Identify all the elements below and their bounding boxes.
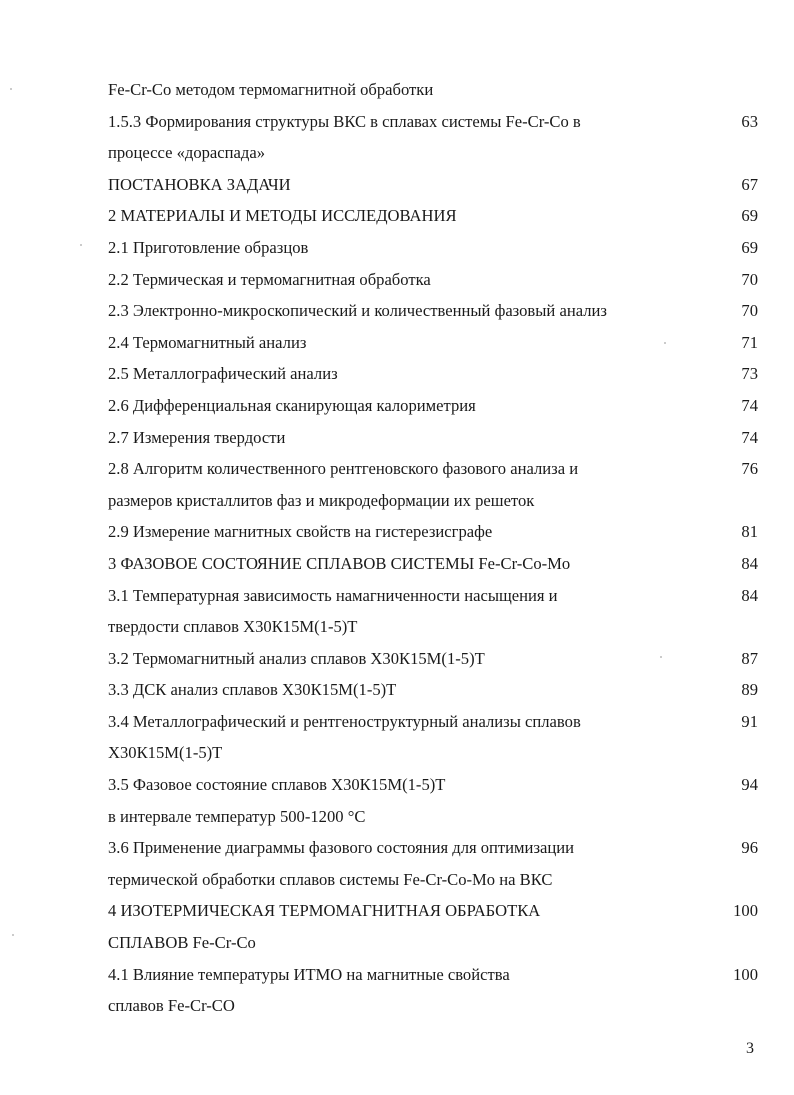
toc-entry-title: 2.6 Дифференциальная сканирующая калориметрия — [108, 395, 476, 415]
toc-entry-title: 2.2 Термическая и термомагнитная обработка — [108, 269, 431, 289]
toc-entry-title: 2.5 Металлографический анализ — [108, 364, 338, 384]
toc-entry[interactable] — [108, 358, 760, 390]
toc-entry-title: размеров кристаллитов фаз и микродеформации их решеток — [108, 490, 535, 510]
toc-entry[interactable] — [108, 548, 760, 580]
toc-entry[interactable] — [108, 485, 760, 517]
toc-entry[interactable] — [108, 674, 760, 706]
toc-entry[interactable] — [108, 390, 760, 422]
toc-entry-page: 81 — [741, 522, 758, 542]
toc-entry[interactable] — [108, 516, 760, 548]
toc-entry[interactable] — [108, 895, 760, 927]
table-of-contents — [108, 74, 760, 1022]
toc-entry-title: 1.5.3 Формирования структуры ВКС в сплавах системы Fe-Cr-Co в — [108, 111, 581, 131]
toc-entry-page: 84 — [741, 553, 758, 573]
toc-entry-page: 100 — [733, 964, 758, 984]
toc-entry-page: 67 — [741, 174, 758, 194]
toc-entry-title: 2 МАТЕРИАЛЫ И МЕТОДЫ ИССЛЕДОВАНИЯ — [108, 206, 457, 226]
toc-entry[interactable] — [108, 864, 760, 896]
toc-entry-page: 73 — [741, 364, 758, 384]
toc-entry[interactable] — [108, 327, 760, 359]
toc-entry-title: 3.6 Применение диаграммы фазового состояния для оптимизации — [108, 838, 575, 858]
toc-entry[interactable] — [108, 801, 760, 833]
toc-entry-title: 3.1 Температурная зависимость намагниченности насыщения и — [108, 585, 558, 605]
toc-entry-title: 2.3 Электронно-микроскопический и количественный фазовый анализ — [108, 301, 607, 321]
toc-entry-title: 3.2 Термомагнитный анализ сплавов Х30К15М(1-5)Т — [108, 648, 485, 668]
toc-entry-title: термической обработки сплавов системы Fe-Cr-Co-Mo на ВКС — [108, 869, 553, 889]
toc-entry[interactable] — [108, 137, 760, 169]
toc-entry[interactable] — [108, 737, 760, 769]
toc-entry[interactable] — [108, 106, 760, 138]
scan-speck — [10, 88, 12, 90]
toc-entry-title: 3.3 ДСК анализ сплавов Х30К15М(1-5)Т — [108, 680, 397, 700]
page-number: 3 — [746, 1040, 754, 1057]
toc-entry[interactable] — [108, 264, 760, 296]
toc-entry[interactable] — [108, 611, 760, 643]
toc-entry-title: сплавов Fe-Cr-CO — [108, 996, 235, 1016]
toc-entry-page: 89 — [741, 680, 758, 700]
toc-entry[interactable] — [108, 453, 760, 485]
toc-entry-page: 84 — [741, 585, 758, 605]
toc-entry-title: процессе «дораспада» — [108, 143, 265, 163]
toc-entry-page: 71 — [741, 332, 758, 352]
toc-entry-page: 87 — [741, 648, 758, 668]
toc-entry-page: 70 — [741, 301, 758, 321]
toc-entry[interactable] — [108, 990, 760, 1022]
toc-entry-page: 94 — [741, 775, 758, 795]
toc-entry-title: 2.8 Алгоритм количественного рентгеновского фазового анализа и — [108, 459, 579, 479]
toc-entry[interactable] — [108, 927, 760, 959]
toc-entry[interactable] — [108, 169, 760, 201]
toc-entry[interactable] — [108, 706, 760, 738]
toc-entry[interactable] — [108, 643, 760, 675]
toc-entry-title: 3 ФАЗОВОЕ СОСТОЯНИЕ СПЛАВОВ СИСТЕМЫ Fe-Cr-Co-Mo — [108, 553, 571, 573]
toc-entry-page: 100 — [733, 901, 758, 921]
toc-entry[interactable] — [108, 200, 760, 232]
toc-entry-page: 69 — [741, 237, 758, 257]
toc-entry[interactable] — [108, 832, 760, 864]
toc-entry-title: 2.9 Измерение магнитных свойств на гистерезисграфе — [108, 522, 493, 542]
toc-entry-page: 74 — [741, 395, 758, 415]
scan-speck — [80, 244, 82, 246]
toc-entry-page: 63 — [741, 111, 758, 131]
toc-entry-page: 70 — [741, 269, 758, 289]
toc-entry-title: Х30К15М(1-5)Т — [108, 743, 223, 763]
toc-entry-title: твердости сплавов Х30К15М(1-5)Т — [108, 617, 358, 637]
toc-entry-title: Fe-Cr-Co методом термомагнитной обработки — [108, 80, 434, 99]
toc-entry-title: 4 ИЗОТЕРМИЧЕСКАЯ ТЕРМОМАГНИТНАЯ ОБРАБОТКА — [108, 901, 541, 921]
toc-entry-page: 76 — [741, 459, 758, 479]
toc-entry[interactable] — [108, 232, 760, 264]
toc-entry-title: СПЛАВОВ Fe-Cr-Co — [108, 933, 256, 953]
toc-entry-page: 91 — [741, 711, 758, 731]
toc-entry-title: 2.4 Термомагнитный анализ — [108, 332, 307, 352]
toc-entry[interactable] — [108, 74, 760, 106]
toc-entry-title: 2.1 Приготовление образцов — [108, 237, 309, 257]
toc-entry-title: 4.1 Влияние температуры ИТМО на магнитные свойства — [108, 964, 510, 984]
toc-entry-page: 96 — [741, 838, 758, 858]
toc-entry[interactable] — [108, 422, 760, 454]
toc-entry-title: в интервале температур 500-1200 °С — [108, 806, 366, 826]
toc-entry-page: 69 — [741, 206, 758, 226]
scan-speck — [12, 934, 14, 936]
toc-entry-title: ПОСТАНОВКА ЗАДАЧИ — [108, 174, 291, 194]
toc-entry-title: 2.7 Измерения твердости — [108, 427, 286, 447]
toc-entry[interactable] — [108, 580, 760, 612]
toc-entry-title: 3.5 Фазовое состояние сплавов Х30К15М(1-5)Т — [108, 775, 446, 795]
toc-entry[interactable] — [108, 959, 760, 991]
toc-entry-page: 74 — [741, 427, 758, 447]
toc-entry-title: 3.4 Металлографический и рентгеноструктурный анализы сплавов — [108, 711, 581, 731]
toc-entry[interactable] — [108, 769, 760, 801]
toc-entry[interactable] — [108, 295, 760, 327]
